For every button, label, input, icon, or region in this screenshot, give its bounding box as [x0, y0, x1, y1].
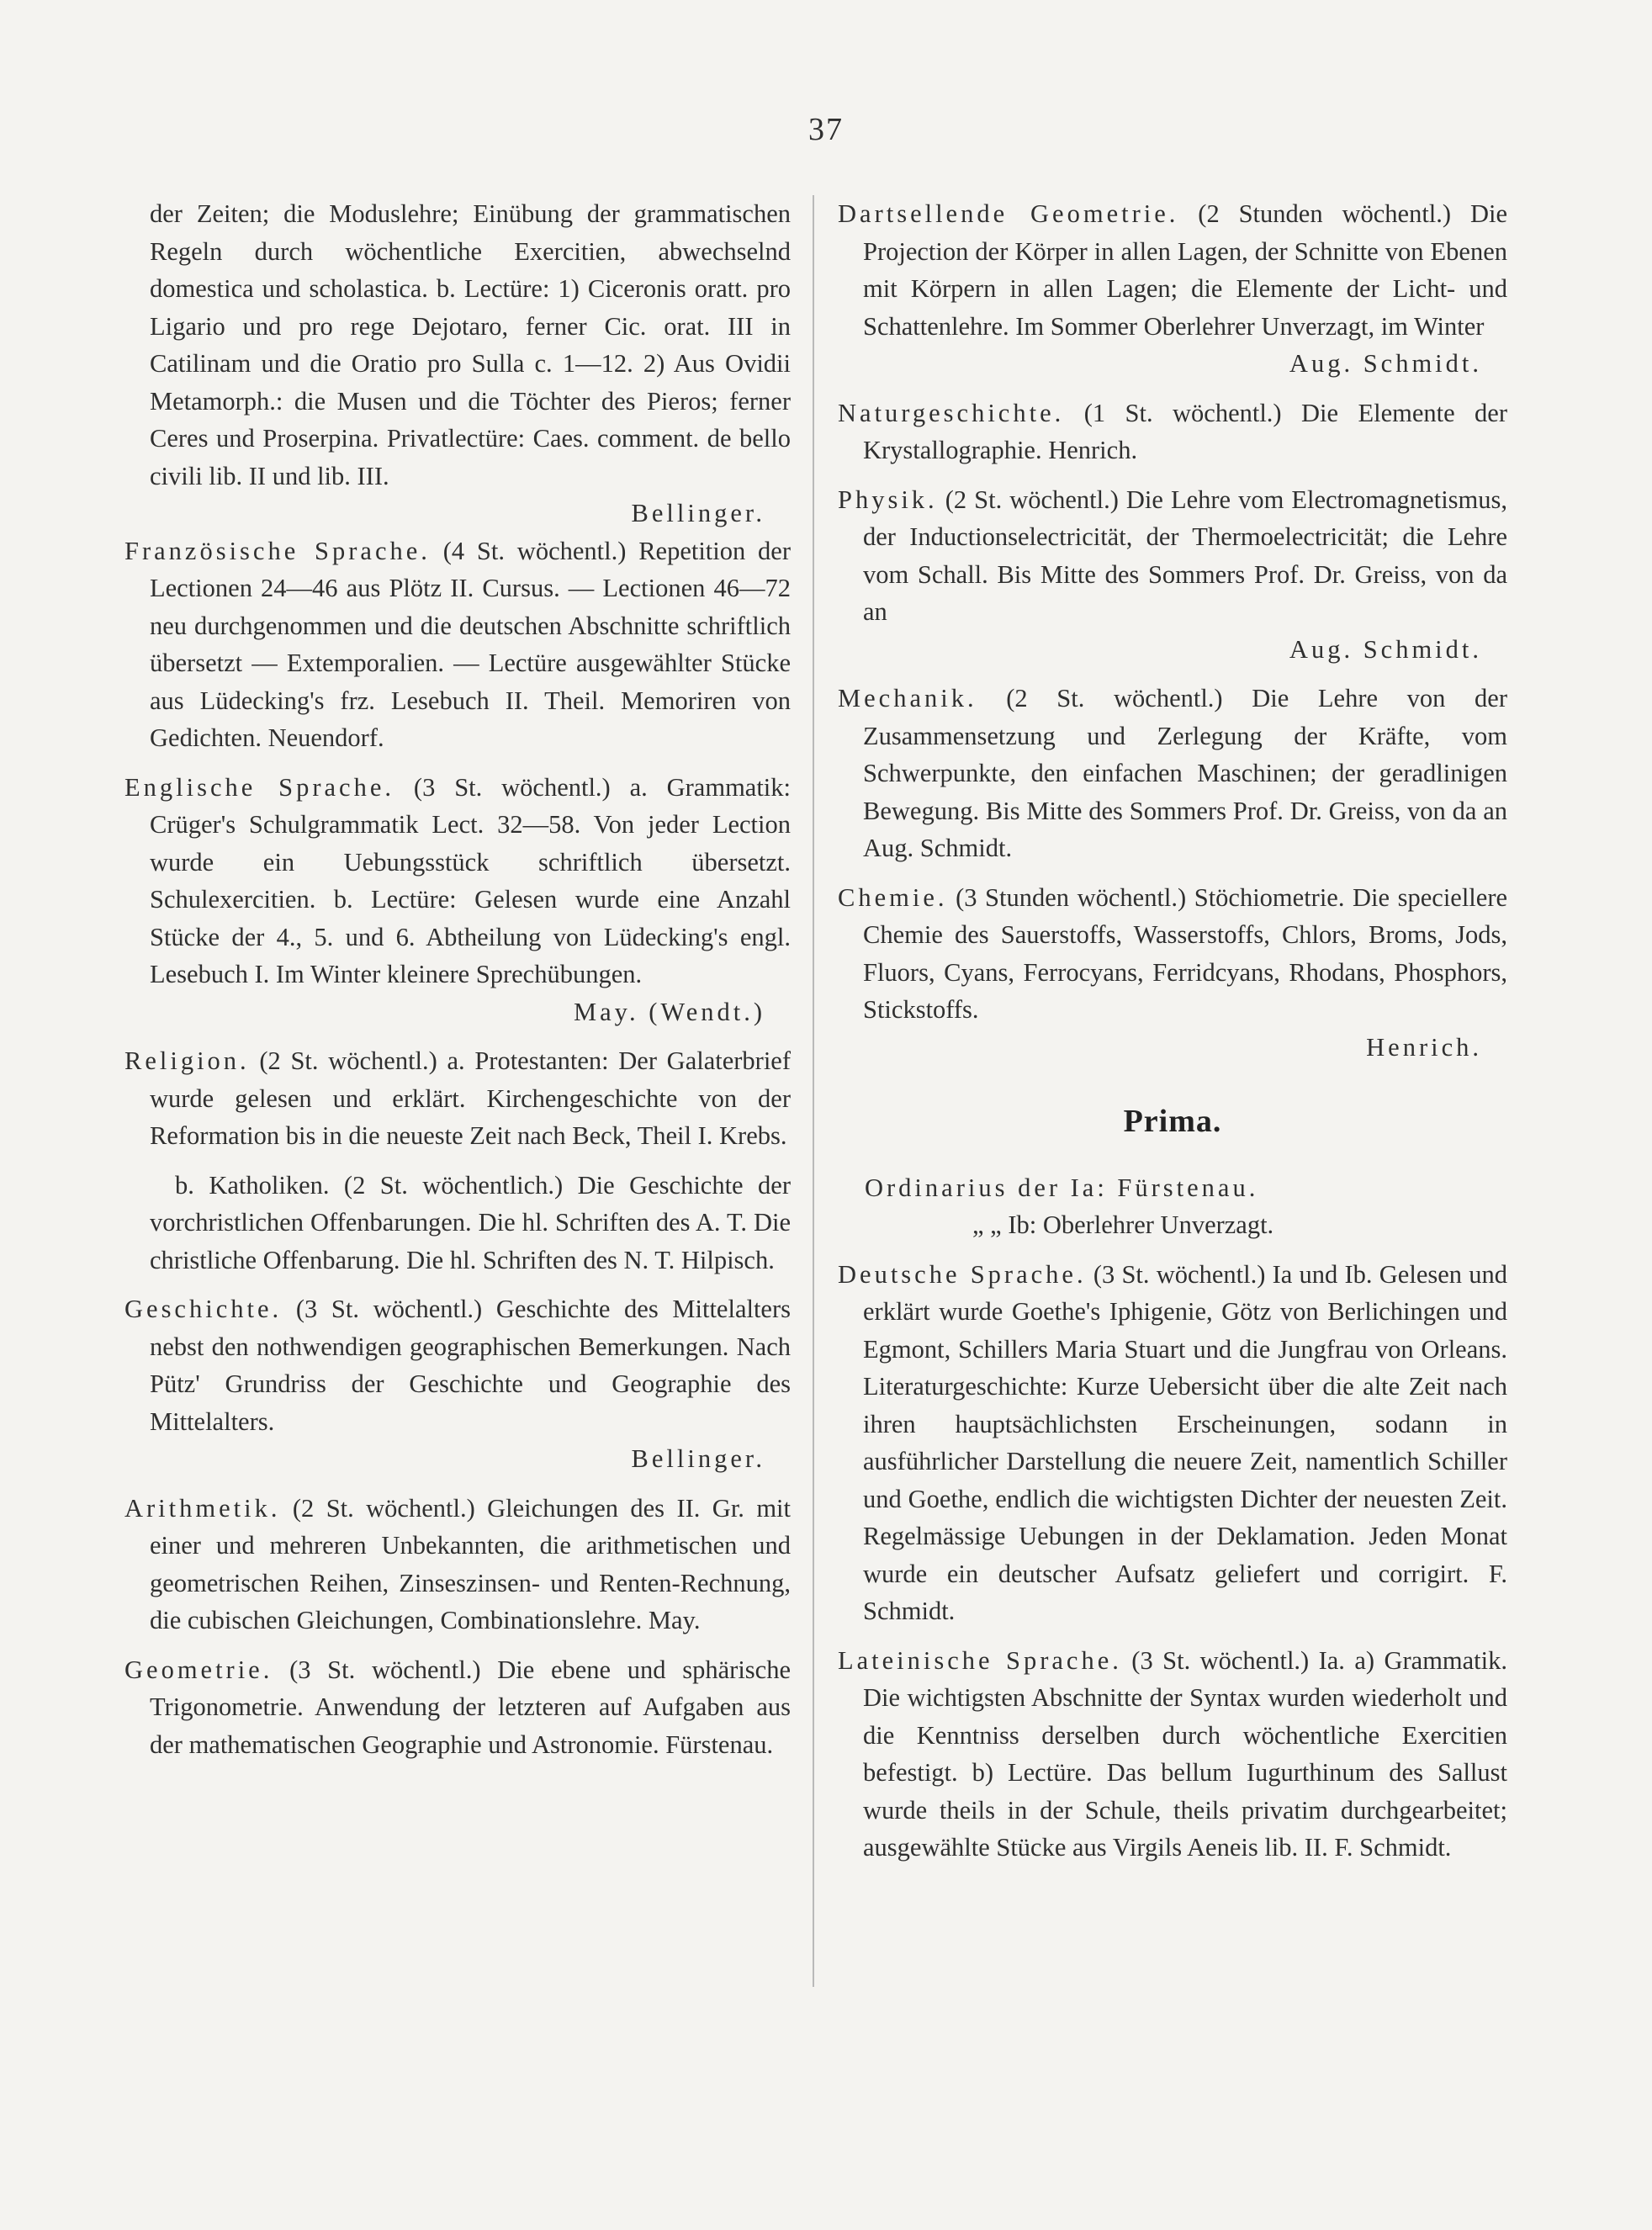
ordinarius-line-2: „ „ Ib: Oberlehrer Unverzagt.: [972, 1210, 1274, 1239]
religion-heading: Religion.: [124, 1046, 250, 1075]
chemistry-text: (3 Stunden wöchentl.) Stöchiometrie. Die speciellere Chemie des Sauerstoffs, Wasserstoffs, Chlors, Broms, Jods, Fluors, Cyans, Ferrocyans, Ferridcyans, Rhodans, Phosphors, Stickstoffs.: [863, 882, 1508, 1024]
left-column: [124, 195, 791, 1775]
subject-german: [838, 1256, 1507, 1630]
subject-mechanics: [838, 680, 1507, 867]
english-heading: Englische Sprache.: [124, 772, 395, 802]
descriptive-geometry-text: (2 Stunden wöchentl.) Die Projection der Körper in allen Lagen, der Schnitte von Ebenen mit Körpern in allen Lagen; die Elemente der Licht- und Schattenlehre. Im Sommer Oberlehrer Unverzagt, im Winter: [863, 199, 1507, 341]
latin-continuation-text: der Zeiten; die Moduslehre; Einübung der grammatischen Regeln durch wöchentliche Exercitien, abwechselnd domestica und scholastica. b. Lectüre: 1) Ciceronis oratt. pro Ligario und pro rege Dejotaro, ferner Cic. orat. III in Catilinam und die Oratio pro Sulla c. 1—12. 2) Aus Ovidii Metamorph.: die Musen und die Töchter des Pieros; ferner Ceres und Proserpina. Privatlectüre: Caes. comment. de bello civili lib. II und lib. III.: [150, 199, 791, 490]
german-text: (3 St. wöchentl.) Ia und Ib. Gelesen und erklärt wurde Goethe's Iphigenie, Götz von Berlichingen und Egmont, Schillers Maria Stuart und die Jungfrau von Orleans. Literaturgeschichte: Kurze Uebersicht über die alte Zeit nach ihren hauptsächlichsten Erscheinungen, sodann in ausführlicher Darstellung die neuere Zeit, namentlich Schiller und Goethe, endlich die wichtigsten Dichter der neuesten Zeit. Regelmässige Uebungen in der Deklamation. Jeden Monat wurde ein deutscher Aufsatz geliefert und corrigirt. F. Schmidt.: [863, 1259, 1507, 1625]
french-text: (4 St. wöchentl.) Repetition der Lectionen 24—46 aus Plötz II. Cursus. — Lectionen 46—72 neu durchgenommen und die deutschen Abschnitte schriftlich übersetzt — Extemporalien. — Lectüre ausgewählter Stücke aus Lüdecking's frz. Lesebuch II. Theil. Memoriren von Gedichten. Neuendorf.: [150, 536, 792, 752]
right-column: [838, 195, 1507, 1878]
natural-history-text: (1 St. wöchentl.) Die Elemente der Krystallographie. Henrich.: [863, 398, 1508, 464]
subject-religion-catholic: b. Katholiken. (2 St. wöchentlich.) Die Geschichte der vorchristlichen Offenbarungen. Die hl. Schriften des A. T. Die christliche Offenbarung. Die hl. Schriften des N. T. Hilpisch.: [150, 1170, 791, 1274]
subject-physics: [838, 481, 1507, 669]
geometry-text: (3 St. wöchentl.) Die ebene und sphärische Trigonometrie. Anwendung der letzteren auf Aufgaben aus der mathematischen Geographie und Astronomie. Fürstenau.: [150, 1655, 792, 1759]
chemistry-heading: Chemie.: [838, 882, 948, 912]
subject-latin: [838, 1642, 1507, 1867]
subject-history: [124, 1290, 791, 1478]
section-heading-prima: Prima.: [1123, 1104, 1222, 1139]
subject-descriptive-geometry: [838, 195, 1507, 383]
descriptive-geometry-signature: Aug. Schmidt.: [1289, 349, 1482, 378]
subject-english: [124, 769, 791, 1031]
ordinarius-line-1: Ordinarius der Ia: Fürstenau.: [865, 1173, 1259, 1202]
english-text: (3 St. wöchentl.) a. Grammatik: Crüger's Schulgrammatik Lect. 32—58. Von jeder Lection wurde ein Uebungsstück schriftlich übersetzt. Schulexercitien. b. Lectüre: Gelesen wurde eine Anzahl Stücke der 4., 5. und 6. Abtheilung von Lüdecking's engl. Lesebuch I. Im Winter kleinere Sprechübungen.: [150, 772, 792, 988]
history-text: (3 St. wöchentl.) Geschichte des Mittelalters nebst den nothwendigen geographischen Bemerkungen. Nach Pütz' Grundriss der Geschichte und Geographie des Mittelalters.: [150, 1295, 791, 1436]
mechanics-text: (2 St. wöchentl.) Die Lehre von der Zusammensetzung und Zerlegung der Kräfte, vom Schwerpunkte, den einfachen Maschinen; der geradlinigen Bewegung. Bis Mitte des Sommers Prof. Dr. Greiss, von da an Aug. Schmidt.: [863, 684, 1507, 862]
chemistry-signature: Henrich.: [1366, 1032, 1482, 1062]
history-heading: Geschichte.: [124, 1295, 283, 1323]
arithmetic-heading: Arithmetik.: [124, 1493, 281, 1523]
natural-history-heading: Naturgeschichte.: [838, 398, 1065, 427]
subject-french: [124, 532, 791, 757]
page-number: 37: [808, 112, 844, 147]
subject-arithmetic: [124, 1490, 791, 1639]
physics-heading: Physik.: [838, 485, 938, 514]
german-heading: Deutsche Sprache.: [838, 1259, 1087, 1289]
subject-religion: [124, 1042, 791, 1155]
physics-text: (2 St. wöchentl.) Die Lehre vom Electromagnetismus, der Inductionselectricität, der Thermoelectricität; die Lehre vom Schall. Bis Mitte des Sommers Prof. Dr. Greiss, von da an: [863, 485, 1508, 626]
mechanics-heading: Mechanik.: [838, 684, 977, 712]
latin-heading: Lateinische Sprache.: [838, 1645, 1122, 1675]
column-divider: [813, 195, 814, 1987]
latin-text: (3 St. wöchentl.) Ia. a) Grammatik. Die wichtigsten Abschnitte der Syntax wurden wiederholt und die Kenntniss derselben durch wöchentliche Exercitien befestigt. b) Lectüre. Das bellum Iugurthinum des Sallust wurde theils in der Schule, theils privatim durchgearbeitet; ausgewählte Stücke aus Virgils Aeneis lib. II. F. Schmidt.: [863, 1645, 1508, 1862]
descriptive-geometry-heading: Dartsellende Geometrie.: [838, 199, 1179, 228]
french-heading: Französische Sprache.: [124, 536, 431, 565]
latin-continuation: [124, 195, 791, 532]
history-signature: Bellinger.: [631, 1444, 765, 1473]
religion-text: (2 St. wöchentl.) a. Protestanten: Der Galaterbrief wurde gelesen und erklärt. Kirchengeschichte von der Reformation bis in die neueste Zeit nach Beck, Theil I. Krebs.: [150, 1046, 791, 1150]
arithmetic-text: (2 St. wöchentl.) Gleichungen des II. Gr. mit einer und mehreren Unbekannten, die arithmetischen und geometrischen Reihen, Zinseszinsen- und Renten-Rechnung, die cubischen Gleichungen, Combinationslehre. May.: [150, 1493, 791, 1634]
subject-geometry: [124, 1651, 791, 1764]
english-signature: May. (Wendt.): [574, 997, 765, 1026]
subject-chemistry: [838, 879, 1507, 1067]
latin-signature: Bellinger.: [631, 499, 765, 527]
subject-natural-history: [838, 395, 1507, 469]
physics-signature: Aug. Schmidt.: [1289, 634, 1482, 664]
geometry-heading: Geometrie.: [124, 1655, 273, 1684]
